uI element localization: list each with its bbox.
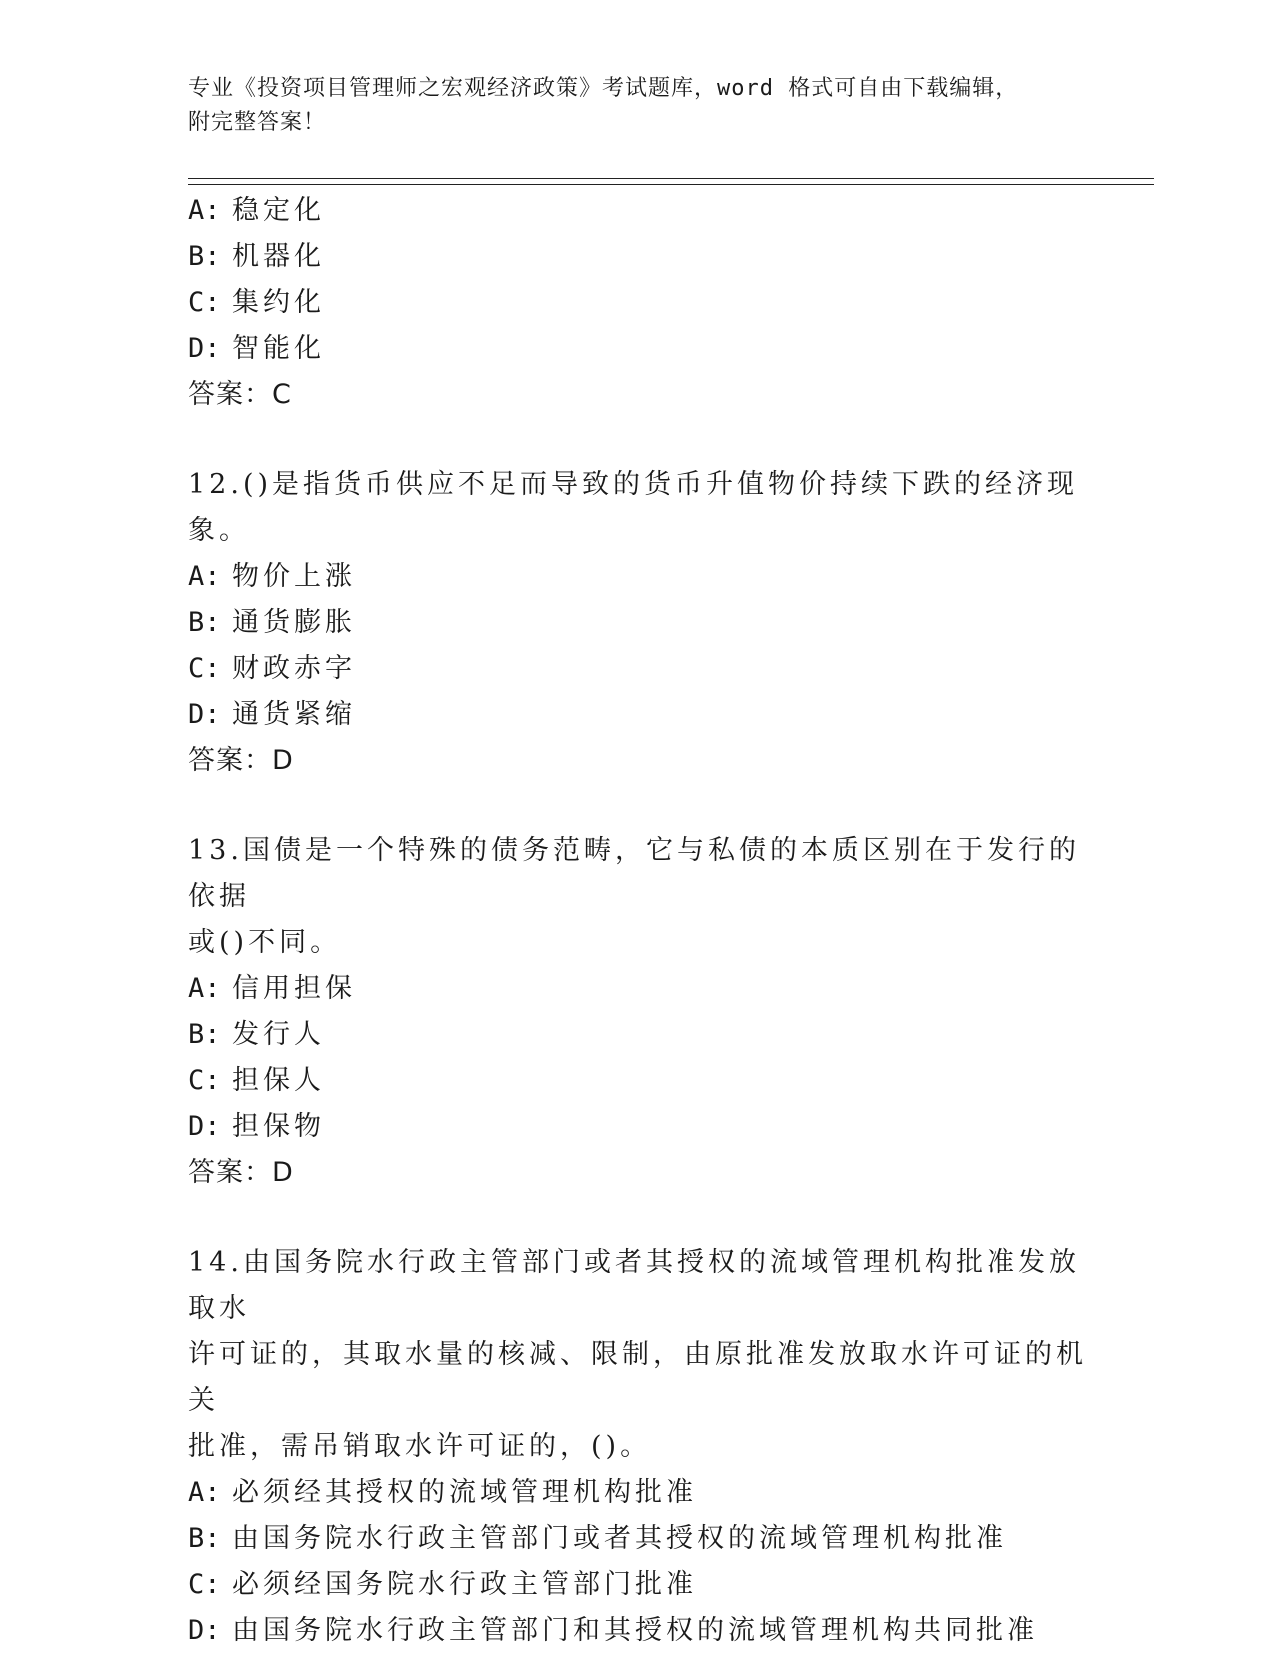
option-d: [188, 1104, 1088, 1150]
question-13: [188, 828, 1088, 1196]
header-line-1: 专业《投资项目管理师之宏观经济政策》考试题库，word 格式可自由下载编辑，: [188, 76, 1019, 101]
option-text: 稳定化: [232, 195, 325, 226]
question-11: [188, 188, 1088, 418]
option-a: [188, 1470, 1088, 1516]
question-stem-line-1: 14.由国务院水行政主管部门或者其授权的流域管理机构批准发放取水: [188, 1247, 1080, 1324]
option-text: 通货紧缩: [232, 699, 356, 730]
option-c: [188, 646, 1088, 692]
option-letter: C:: [188, 653, 221, 684]
option-text: 由国务院水行政主管部门和其授权的流域管理机构共同批准: [232, 1615, 1038, 1646]
option-b: [188, 234, 1088, 280]
option-letter: B:: [188, 1019, 221, 1050]
option-letter: B:: [188, 1523, 221, 1554]
option-letter: D:: [188, 699, 221, 730]
option-b: [188, 600, 1088, 646]
option-text: 发行人: [232, 1019, 325, 1050]
option-text: 财政赤字: [232, 653, 356, 684]
option-letter: C:: [188, 1065, 221, 1096]
question-stem-line-2: 许可证的，其取水量的核减、限制，由原批准发放取水许可证的机关: [188, 1339, 1087, 1416]
option-text: 智能化: [232, 333, 325, 364]
option-c: [188, 280, 1088, 326]
option-letter: D:: [188, 1111, 221, 1142]
option-text: 集约化: [232, 287, 325, 318]
option-text: 必须经其授权的流域管理机构批准: [232, 1477, 697, 1508]
option-letter: C:: [188, 287, 221, 318]
option-letter: C:: [188, 1569, 221, 1600]
question-12: [188, 462, 1088, 784]
spacer: [188, 784, 1088, 828]
question-stem-line-1: 13.国债是一个特殊的债务范畴，它与私债的本质区别在于发行的依据: [188, 835, 1080, 912]
option-text: 通货膨胀: [232, 607, 356, 638]
option-letter: B:: [188, 241, 221, 272]
option-letter: B:: [188, 607, 221, 638]
option-b: [188, 1012, 1088, 1058]
spacer: [188, 418, 1088, 462]
answer: 答案：D: [188, 745, 294, 776]
option-a: [188, 966, 1088, 1012]
option-letter: A:: [188, 195, 221, 226]
option-text: 物价上涨: [232, 561, 356, 592]
option-c: [188, 1562, 1088, 1608]
option-d: [188, 1608, 1088, 1654]
option-b: [188, 1516, 1088, 1562]
option-letter: A:: [188, 561, 221, 592]
question-stem-line-3: 批准，需吊销取水许可证的，()。: [188, 1431, 652, 1462]
option-letter: A:: [188, 1477, 221, 1508]
option-a: [188, 188, 1088, 234]
document-header: [188, 72, 1088, 140]
header-rule-top: [188, 178, 1154, 179]
option-a: [188, 554, 1088, 600]
spacer: [188, 1196, 1088, 1240]
header-rule-bottom: [188, 184, 1154, 185]
option-d: [188, 326, 1088, 372]
option-text: 担保物: [232, 1111, 325, 1142]
question-stem-line-2: 或()不同。: [188, 927, 342, 958]
option-text: 信用担保: [232, 973, 356, 1004]
header-line-2: 附完整答案！: [188, 110, 327, 135]
option-text: 担保人: [232, 1065, 325, 1096]
answer: 答案：C: [188, 379, 292, 410]
option-text: 由国务院水行政主管部门或者其授权的流域管理机构批准: [232, 1523, 1007, 1554]
option-text: 机器化: [232, 241, 325, 272]
option-letter: A:: [188, 973, 221, 1004]
answer: 答案：D: [188, 1157, 294, 1188]
question-14: [188, 1240, 1088, 1654]
option-letter: D:: [188, 1615, 221, 1646]
question-stem: 12.()是指货币供应不足而导致的货币升值物价持续下跌的经济现象。: [188, 469, 1079, 546]
option-d: [188, 692, 1088, 738]
question-list: [188, 188, 1088, 1654]
option-c: [188, 1058, 1088, 1104]
option-letter: D:: [188, 333, 221, 364]
option-text: 必须经国务院水行政主管部门批准: [232, 1569, 697, 1600]
